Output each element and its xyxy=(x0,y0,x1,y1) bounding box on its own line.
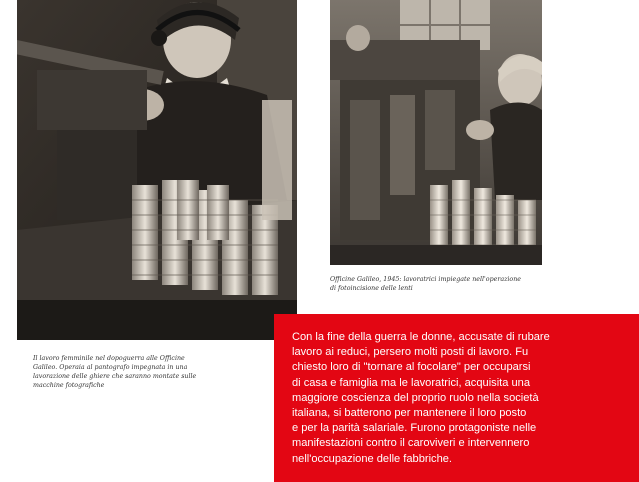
sepia-photo-woman-photoengraving-machines-icon xyxy=(330,0,542,265)
caption-right-photo: Officine Galileo, 1945: lavoratrici impiegate nell'operazione di fotoincisione delle lenti xyxy=(330,276,521,292)
highlight-box xyxy=(274,314,639,482)
caption-left-photo: Il lavoro femminile nel dopoguerra alle Officine Galileo. Operaia al pantografo impegnata in una lavorazione delle ghiere che saranno montate sulle macchine fotografiche xyxy=(33,355,197,389)
sepia-photo-woman-pantograph-machine-icon xyxy=(17,0,297,340)
photo-woman-pantograph xyxy=(17,0,297,340)
highlight-text: Con la fine della guerra le donne, accusate di rubare lavoro ai reduci, persero molti posti di lavoro. Fu chiesto loro di "tornare al focolare" per occuparsi di casa e famiglia ma le lavoratrici, acquisita una maggiore coscienza del proprio ruolo nella società italiana, si batterono per mantenere il loro posto e per la parità salariale. Furono protagoniste nelle manifestazioni contro il caroviveri e intervennero nell'occupazione delle fabbriche. xyxy=(292,331,550,465)
photo-women-photoengraving xyxy=(330,0,542,265)
